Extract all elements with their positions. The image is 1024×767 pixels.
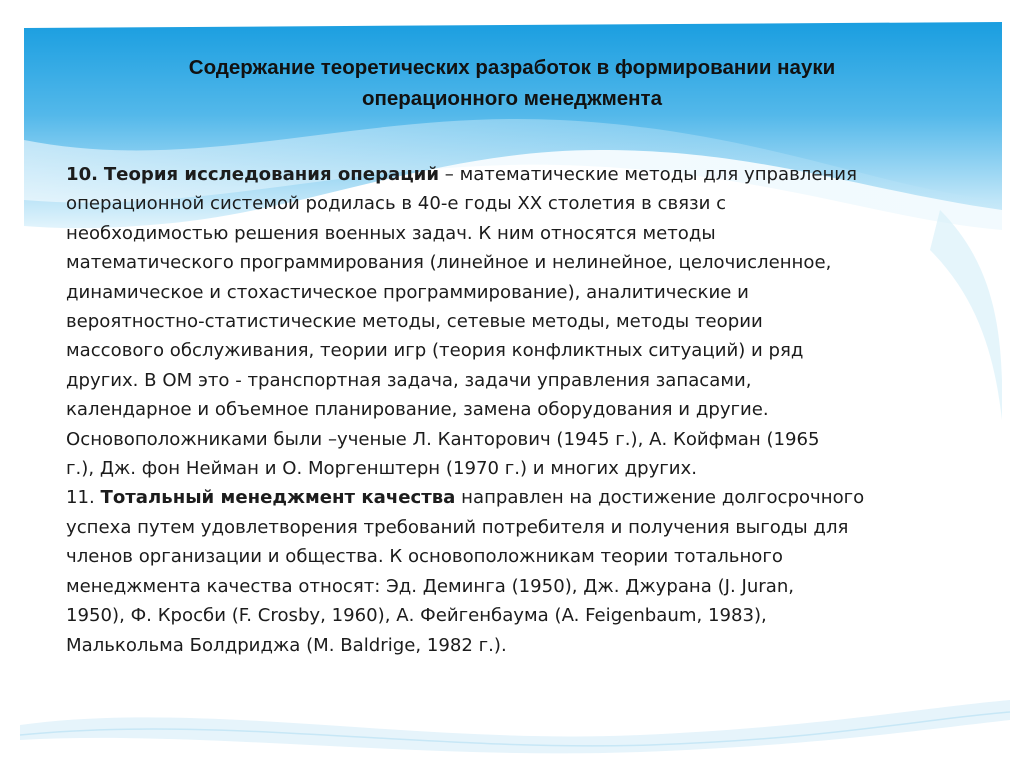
body-line: членов организации и общества. К основоположникам теории тотального (66, 546, 783, 568)
body-line: 1950), Ф. Кросби (F. Crosby, 1960), А. Фейгенбаума (A. Feigenbaum, 1983), (66, 605, 767, 627)
section-10-heading: Теория исследования операций (103, 164, 440, 185)
body-line: Основоположниками были –ученые Л. Канторович (1945 г.), А. Койфман (1965 (66, 428, 820, 450)
body-line: успеха путем удовлетворения требований потребителя и получения выгоды для (66, 516, 849, 538)
section-11-heading: Тотальный менеджмент качества (100, 487, 456, 509)
section-10-lead: – математические методы для управления (439, 164, 857, 185)
body-line: необходимостью решения военных задач. К ним относятся методы (66, 222, 716, 244)
slide-title-line-2: операционного менеджмента (361, 87, 662, 110)
slide-body (66, 160, 966, 660)
body-line: других. В ОМ это - транспортная задача, задачи управления запасами, (66, 369, 752, 391)
section-11-first-line (66, 483, 966, 512)
body-line: математического программирования (линейное и нелинейное, целочисленное, (66, 252, 832, 274)
slide-title (60, 52, 964, 114)
section-11-number: 11. (66, 487, 101, 509)
body-line: вероятностно-статистические методы, сетевые методы, методы теории (66, 311, 763, 333)
body-line: г.), Дж. фон Нейман и О. Моргенштерн (1970 г.) и многих других. (66, 458, 698, 480)
body-line: операционной системой родилась в 40-е годы XX столетия в связи с (66, 193, 727, 215)
slide-title-line-1: Содержание теоретических разработок в формировании науки (188, 56, 836, 79)
section-10-first-line (66, 160, 966, 189)
section-10-number: 10. (66, 164, 99, 185)
body-line: массового обслуживания, теории игр (теория конфликтных ситуаций) и ряд (66, 340, 804, 362)
body-line: Малькольма Болдриджа (M. Baldrige, 1982 г.). (66, 634, 507, 656)
body-line: календарное и объемное планирование, замена оборудования и другие. (66, 399, 769, 421)
body-line: менеджмента качества относят: Эд. Деминга (1950), Дж. Джурана (J. Juran, (66, 575, 795, 597)
body-line: динамическое и стохастическое программирование), аналитические и (66, 281, 749, 303)
section-11-lead: направлен на достижение долгосрочного (455, 487, 865, 509)
